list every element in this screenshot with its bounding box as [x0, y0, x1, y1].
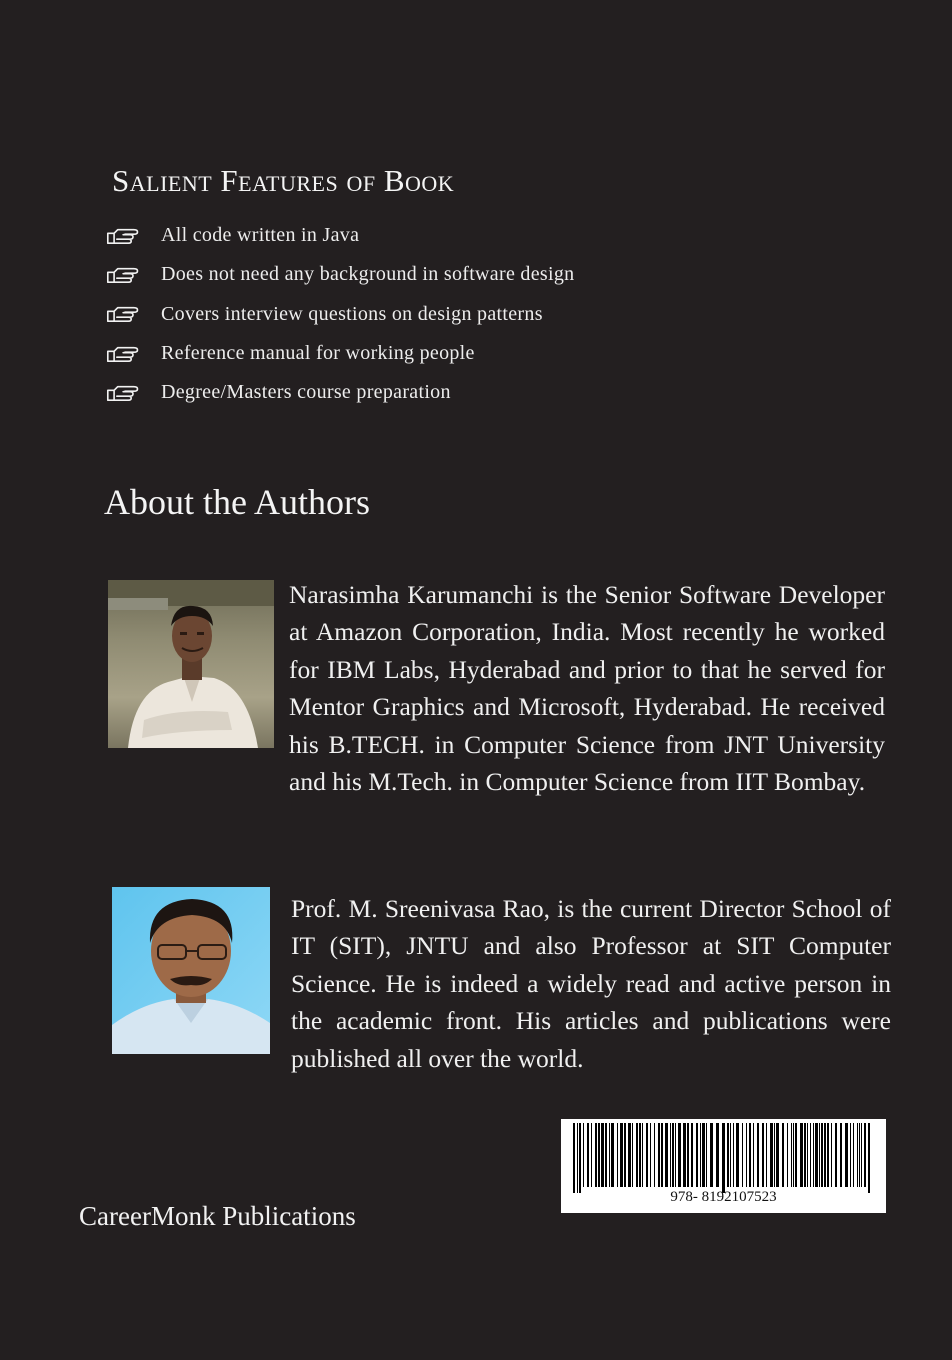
barcode-bar: [807, 1123, 808, 1187]
barcode-bar: [670, 1123, 671, 1187]
barcode-bar: [804, 1123, 806, 1187]
author-2-photo: [112, 887, 270, 1054]
barcode-bar: [800, 1123, 803, 1187]
barcode-bar: [587, 1123, 589, 1187]
barcode-bar: [716, 1123, 719, 1187]
pointing-hand-icon: [106, 344, 146, 364]
feature-label: Degree/Masters course preparation: [161, 381, 451, 404]
about-authors-title: About the Authors: [104, 482, 370, 522]
barcode-bar: [733, 1123, 734, 1187]
barcode-bar: [665, 1123, 668, 1187]
feature-label: Does not need any background in software design: [161, 263, 575, 286]
barcode-bar: [722, 1123, 725, 1193]
features-title: Salient Features of Book: [112, 163, 455, 198]
feature-item: [106, 255, 574, 294]
barcode-bar: [700, 1123, 701, 1187]
barcode-bar: [793, 1123, 794, 1187]
barcode-bar: [831, 1123, 832, 1187]
barcode-bar: [702, 1123, 705, 1187]
barcode-bar: [821, 1123, 823, 1187]
barcode-bar: [598, 1123, 600, 1187]
isbn-number: 978- 8192107523: [670, 1189, 777, 1205]
feature-item: [106, 373, 574, 412]
barcode-bar: [859, 1123, 860, 1187]
barcode-bar: [687, 1123, 689, 1187]
barcode-bar: [646, 1123, 648, 1187]
barcode-bar: [675, 1123, 676, 1187]
barcode-bar: [611, 1123, 614, 1187]
barcode-bar: [845, 1123, 848, 1187]
barcode-bar: [661, 1123, 663, 1187]
barcode-bar: [813, 1123, 814, 1187]
barcode-bar: [757, 1123, 759, 1187]
barcode-bar: [595, 1123, 597, 1187]
barcode-bar: [774, 1123, 775, 1187]
barcode-bar: [861, 1123, 862, 1187]
barcode-bar: [620, 1123, 623, 1187]
barcode-bar: [787, 1123, 788, 1187]
feature-item: [106, 334, 574, 373]
barcode-bar: [632, 1123, 633, 1187]
barcode-bar: [864, 1123, 866, 1187]
barcode-bar: [782, 1123, 784, 1187]
barcode-bar: [636, 1123, 638, 1187]
barcode-bar: [742, 1123, 743, 1187]
feature-label: All code written in Java: [161, 224, 360, 247]
barcode-bar: [683, 1123, 686, 1187]
barcode-bar: [827, 1123, 829, 1187]
barcode-bar: [815, 1123, 818, 1187]
barcode-bar: [605, 1123, 607, 1187]
barcode-bar: [824, 1123, 826, 1187]
barcode-bar: [573, 1123, 575, 1193]
barcode-bar: [727, 1123, 729, 1187]
barcode-bar: [624, 1123, 626, 1187]
barcode-bar: [791, 1123, 792, 1187]
barcode-bar: [840, 1123, 842, 1187]
barcode-bar: [617, 1123, 618, 1187]
barcode-bar: [736, 1123, 739, 1187]
barcode-bar: [857, 1123, 858, 1187]
author-2-bio: Prof. M. Sreenivasa Rao, is the current Director School of IT (SIT), JNTU and also Professor at SIT Computer Science. He is indeed a widely read and active person in the academic front. His articles and publications were published all over the world.: [291, 894, 891, 1073]
pointing-hand-icon: [106, 226, 146, 246]
barcode-bar: [658, 1123, 660, 1187]
barcode-bar: [762, 1123, 764, 1187]
barcode-bar: [853, 1123, 854, 1187]
barcode-bar: [749, 1123, 751, 1187]
barcode-bar: [650, 1123, 651, 1187]
pointing-hand-icon: [106, 304, 146, 324]
barcode-bar: [835, 1123, 837, 1187]
barcode-bar: [850, 1123, 851, 1187]
barcode-bar: [766, 1123, 767, 1187]
barcode-bar: [746, 1123, 747, 1187]
barcode-bar: [628, 1123, 631, 1187]
feature-label: Covers interview questions on design patterns: [161, 302, 543, 325]
feature-item: [106, 216, 574, 255]
barcode-bar: [639, 1123, 641, 1187]
barcode-bar: [770, 1123, 773, 1187]
barcode-bar: [706, 1123, 707, 1187]
author-1-bio: Narasimha Karumanchi is the Senior Software Developer at Amazon Corporation, India. Most recently he worked for IBM Labs, Hyderabad and prior to that he served for Mentor Graphics and Microsoft, Hyderabad. He received his B.TECH. in Computer Science from JNT University and his M.Tech. in Computer Science from IIT Bombay.: [289, 580, 885, 797]
pointing-hand-icon: [106, 383, 146, 403]
features-list: [106, 216, 574, 412]
barcode-bar: [583, 1123, 584, 1187]
feature-label: Reference manual for working people: [161, 342, 475, 365]
barcode-bar: [696, 1123, 698, 1187]
barcode-bar: [753, 1123, 754, 1187]
pointing-hand-icon: [106, 265, 146, 285]
barcode-bar: [691, 1123, 693, 1187]
barcode-bar: [810, 1123, 811, 1187]
barcode-bar: [609, 1123, 610, 1187]
barcode: [561, 1119, 886, 1213]
barcode-bar: [819, 1123, 820, 1187]
barcode-bar: [776, 1123, 779, 1187]
barcode-bar: [642, 1123, 643, 1187]
barcode-bar: [730, 1123, 731, 1187]
barcode-bar: [579, 1123, 581, 1193]
barcode-bar: [672, 1123, 674, 1187]
feature-item: [106, 295, 574, 334]
barcode-bar: [601, 1123, 604, 1187]
barcode-bar: [795, 1123, 797, 1187]
barcode-bar: [710, 1123, 713, 1187]
barcode-bar: [591, 1123, 592, 1187]
barcode-bar: [678, 1123, 681, 1187]
barcode-bar: [868, 1123, 870, 1193]
author-1-photo: [108, 580, 274, 748]
barcode-bar: [577, 1123, 578, 1193]
publisher-name: CareerMonk Publications: [79, 1201, 356, 1231]
barcode-bar: [654, 1123, 655, 1187]
